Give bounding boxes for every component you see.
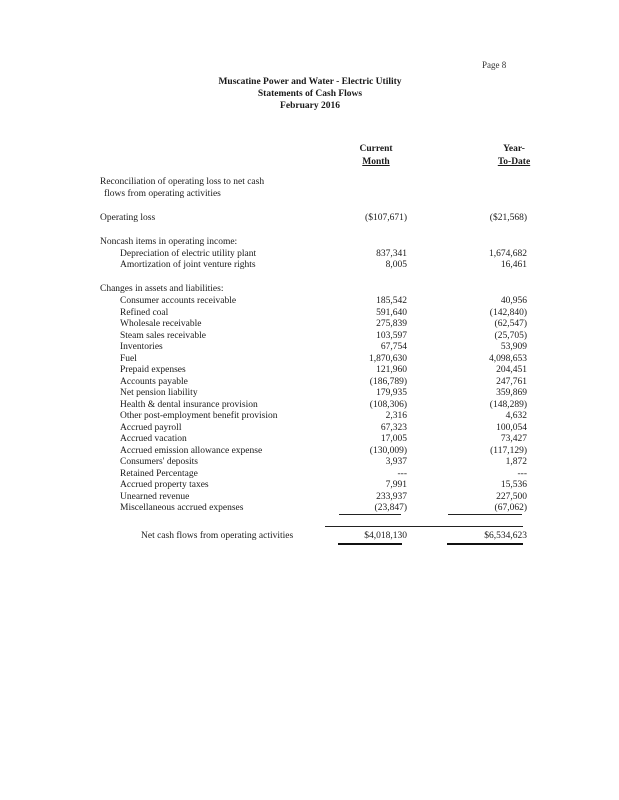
column-header-ytd-line2: To-Date	[497, 157, 531, 167]
value-current-month: (186,789)	[369, 376, 407, 387]
reconciliation-heading	[0, 176, 619, 188]
title-statement: Statements of Cash Flows	[257, 89, 363, 99]
table-row	[0, 410, 619, 422]
value-year-to-date: (25,705)	[494, 330, 527, 341]
column-header-current-line2: Month	[362, 157, 390, 167]
section-heading: Changes in assets and liabilities:	[100, 284, 224, 294]
table-row	[0, 387, 619, 399]
row-label: Depreciation of electric utility plant	[120, 249, 257, 259]
value-current-month: 185,542	[376, 296, 407, 306]
column-header-ytd-line1: Year-	[503, 144, 525, 154]
value-year-to-date: 4,632	[505, 411, 527, 421]
row-label: Accrued property taxes	[120, 480, 209, 490]
value-current-month: (130,009)	[369, 445, 407, 456]
total-label: Net cash flows from operating activities	[141, 531, 294, 541]
column-header-current-line1: Current	[359, 144, 393, 154]
value-year-to-date: 15,536	[500, 480, 527, 490]
value-current-month: 233,937	[376, 491, 407, 502]
value-current-month: 103,597	[376, 330, 407, 341]
row-label: Accrued emission allowance expense	[120, 445, 263, 456]
value-year-to-date: 73,427	[500, 434, 527, 444]
row-label: Operating loss	[100, 213, 156, 223]
value-current-month: 67,754	[380, 342, 407, 352]
value-year-to-date: 227,500	[496, 491, 527, 502]
reconciliation-heading-cont	[0, 188, 619, 200]
table-row	[0, 422, 619, 434]
value-current-month: 591,640	[376, 307, 407, 318]
column-header-current-month	[336, 143, 416, 169]
value-current-month: 275,839	[376, 319, 407, 329]
value-current-month: (23,847)	[374, 503, 407, 513]
value-year-to-date: 100,054	[496, 422, 527, 433]
total-current-month: $4,018,130	[364, 531, 407, 541]
value-year-to-date: 53,909	[500, 342, 527, 352]
column-header-year-to-date	[474, 143, 554, 169]
row-label: Wholesale receivable	[120, 319, 202, 329]
row-label: Other post-employment benefit provision	[120, 411, 278, 421]
row-label: Inventories	[120, 342, 163, 352]
subtotal-rule-current	[339, 514, 401, 515]
row-label: Fuel	[120, 353, 137, 364]
table-row	[0, 468, 619, 480]
value-current-month: (108,306)	[369, 399, 407, 410]
value-year-to-date: (62,547)	[494, 319, 527, 329]
row-label: Accounts payable	[120, 376, 188, 387]
value-year-to-date: (142,840)	[489, 307, 527, 318]
row-label: Accrued vacation	[120, 434, 187, 444]
value-current-month: 8,005	[385, 260, 407, 270]
total-separator-rule	[325, 526, 523, 527]
section-heading: Noncash items in operating income:	[100, 237, 238, 247]
table-row	[0, 364, 619, 376]
table-row	[0, 318, 619, 330]
value-current-month: 3,937	[385, 457, 407, 467]
row-label: Amortization of joint venture rights	[120, 260, 256, 270]
table-row	[0, 502, 619, 514]
table-row	[0, 259, 619, 271]
table-row	[0, 330, 619, 342]
table-row	[0, 491, 619, 503]
subtotal-rule-ytd	[448, 514, 522, 515]
value-current-month: 17,005	[380, 434, 407, 444]
value-year-to-date: ---	[517, 468, 527, 479]
value-year-to-date: 359,869	[496, 388, 527, 398]
value-year-to-date: 247,761	[496, 376, 527, 387]
table-row	[0, 456, 619, 468]
value-year-to-date: 1,674,682	[489, 249, 527, 259]
row-label: Retained Percentage	[120, 468, 198, 479]
row-label: Miscellaneous accrued expenses	[120, 503, 244, 513]
row-label: Prepaid expenses	[120, 365, 186, 375]
row-label: Accrued payroll	[120, 422, 182, 433]
row-label: Health & dental insurance provision	[120, 399, 258, 410]
value-year-to-date: ($21,568)	[489, 213, 527, 223]
value-current-month: 67,323	[380, 422, 407, 433]
table-row	[0, 479, 619, 491]
statement-title	[180, 76, 440, 112]
table-row	[0, 307, 619, 319]
row-label: Consumer accounts receivable	[120, 296, 237, 306]
value-year-to-date: (117,129)	[490, 445, 527, 456]
operating-loss-row	[0, 212, 619, 224]
value-year-to-date: 4,098,653	[489, 353, 527, 364]
value-year-to-date: 204,451	[496, 365, 527, 375]
value-year-to-date: 1,872	[505, 457, 527, 467]
page-number: Page 8	[482, 60, 507, 70]
value-year-to-date: 40,956	[500, 296, 527, 306]
value-current-month: 837,341	[376, 249, 407, 259]
title-entity: Muscatine Power and Water - Electric Utility	[218, 77, 402, 87]
row-label: Net pension liability	[120, 388, 198, 398]
value-current-month: 1,870,630	[369, 353, 407, 364]
reconciliation-heading-line2: flows from operating activities	[104, 189, 221, 199]
total-double-rule-ytd	[447, 543, 523, 545]
value-current-month: 121,960	[376, 365, 407, 375]
value-year-to-date: 16,461	[500, 260, 527, 270]
row-label: Steam sales receivable	[120, 330, 206, 341]
table-row	[0, 376, 619, 388]
value-current-month: ($107,671)	[365, 213, 407, 223]
total-double-rule-current	[338, 543, 402, 545]
changes-heading	[0, 283, 619, 295]
row-label: Unearned revenue	[120, 491, 190, 502]
reconciliation-heading-line1: Reconciliation of operating loss to net cash	[100, 177, 265, 187]
value-current-month: 179,935	[376, 388, 407, 398]
table-row	[0, 341, 619, 353]
noncash-heading	[0, 236, 619, 248]
title-period: February 2016	[280, 101, 340, 111]
row-label: Refined coal	[120, 307, 169, 318]
table-row	[0, 433, 619, 445]
table-row	[0, 445, 619, 457]
table-row	[0, 353, 619, 365]
table-row	[0, 399, 619, 411]
value-year-to-date: (148,289)	[489, 399, 527, 410]
total-year-to-date: $6,534,623	[484, 531, 527, 541]
value-year-to-date: (67,062)	[494, 503, 527, 513]
value-current-month: 2,316	[385, 411, 407, 421]
row-label: Consumers' deposits	[120, 457, 198, 467]
value-current-month: ---	[397, 468, 407, 479]
value-current-month: 7,991	[385, 480, 407, 490]
table-row	[0, 295, 619, 307]
total-row	[0, 530, 619, 542]
